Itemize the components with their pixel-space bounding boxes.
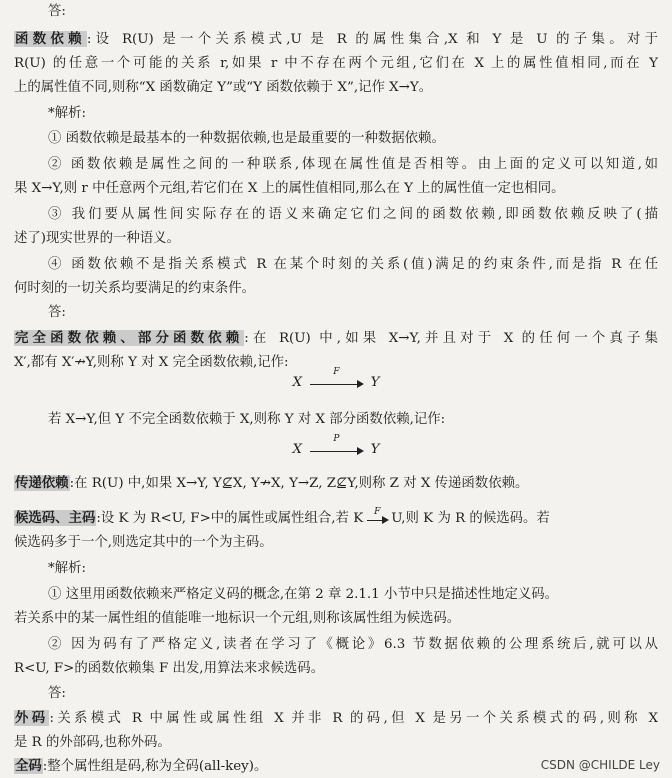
foreign-key-definition-line-1: 外码:关系模式 R 中属性或属性组 X 并非 R 的码,但 X 是另一个关系模式的码,则称 X — [15, 710, 658, 726]
arrow-f-icon: F — [306, 376, 366, 390]
full-partial-definition-line-2: X′,都有 X′↛Y,则称 Y 对 X 完全函数依赖,记作: — [14, 355, 289, 370]
full-partial-definition-line-1: 完全函数依赖、部分函数依赖:在 R(U) 中,如果 X→Y,并且对于 X 的任何一个真子集 — [15, 330, 658, 346]
fd-definition-line-1: 函数依赖:设 R(U) 是一个关系模式,U 是 R 的属性集合,X 和 Y 是 U 的子集。对于 — [15, 31, 659, 47]
term-transitive-dependency: 传递依赖 — [15, 475, 69, 491]
arrow-p-icon: P — [306, 443, 366, 457]
formula-full-dependency: X F Y — [292, 366, 380, 390]
candidate-analysis-2a: ② 因为码有了严格定义,读者在学习了《概论》6.3 节数据依赖的公理系统后,就可以从 — [48, 637, 658, 652]
fd-analysis-4b: 何时刻的一切关系均要满足的约束条件。 — [14, 281, 256, 296]
fd-analysis-3a: ③ 我们要从属性间实际存在的语义来确定它们之间的函数依赖,即函数依赖反映了(描 — [48, 207, 658, 222]
analysis-label-1: *解析: — [48, 106, 86, 121]
term-foreign-key: 外码 — [15, 710, 49, 726]
fd-analysis-1: ① 函数依赖是最基本的一种数据依赖,也是最重要的一种数据依赖。 — [48, 131, 445, 146]
candidate-analysis-1a: ① 这里用函数依赖来严格定义码的概念,在第 2 章 2.1.1 小节中只是描述性地定义码。 — [48, 587, 559, 602]
candidate-definition-line-2: 候选码多于一个,则选定其中的一个为主码。 — [14, 535, 273, 550]
answer-label-2: 答: — [48, 305, 66, 320]
term-functional-dependency: 函数依赖 — [15, 31, 86, 47]
foreign-key-definition-line-2: 是 R 的外部码,也称外码。 — [14, 735, 171, 750]
candidate-definition-line-1: 候选码、主码:设 K 为 R<U, F>中的属性或属性组合,若 K F U,则 K 为 R 的候选码。若 — [15, 506, 550, 526]
transitive-definition: 传递依赖:在 R(U) 中,如果 X→Y, Y⊈X, Y↛X, Y→Z, Z⊈Y,则称 Z 对 X 传递函数依赖。 — [15, 475, 529, 491]
fd-analysis-2b: 果 X→Y,则 r 中任意两个元组,若它们在 X 上的属性值相同,那么在 Y 上的属性值一定也相同。 — [14, 181, 565, 196]
term-full-partial-dependency: 完全函数依赖、部分函数依赖 — [15, 330, 244, 346]
answer-label-1: 答: — [48, 4, 66, 19]
answer-label-3: 答: — [48, 686, 66, 701]
fd-analysis-2a: ② 函数依赖是属性之间的一种联系,体现在属性值是否相等。由上面的定义可以知道,如 — [48, 157, 658, 172]
candidate-analysis-1b: 若关系中的某一属性组的值能唯一地标识一个元组,则称该属性组为候选码。 — [14, 611, 461, 626]
fd-analysis-3b: 述了)现实世界的一种语义。 — [14, 231, 180, 246]
term-candidate-key: 候选码、主码 — [15, 510, 96, 526]
partial-dependency-line: 若 X→Y,但 Y 不完全函数依赖于 X,则称 Y 对 X 部分函数依赖,记作: — [48, 412, 446, 427]
candidate-analysis-2b: R<U, F>的函数依赖集 F 出发,用算法来求候选码。 — [14, 661, 325, 676]
fd-definition-line-2: R(U) 的任意一个可能的关系 r,如果 r 中不存在两个元组,它们在 X 上的属性值相同,而在 Y — [14, 56, 658, 71]
arrow-f-icon: F — [363, 512, 391, 526]
fd-definition-line-3: 上的属性值不同,则称“X 函数确定 Y”或“Y 函数依赖于 X”,记作 X→Y。 — [14, 80, 433, 95]
all-key-definition: 全码:整个属性组是码,称为全码(all-key)。 — [15, 758, 268, 774]
formula-partial-dependency: X P Y — [292, 433, 380, 457]
term-all-key: 全码 — [15, 758, 42, 774]
analysis-label-2: *解析: — [48, 561, 86, 576]
watermark: CSDN @CHILDE Ley — [540, 758, 660, 772]
fd-analysis-4a: ④ 函数依赖不是指关系模式 R 在某个时刻的关系(值)满足的约束条件,而是指 R 在任 — [48, 257, 658, 272]
